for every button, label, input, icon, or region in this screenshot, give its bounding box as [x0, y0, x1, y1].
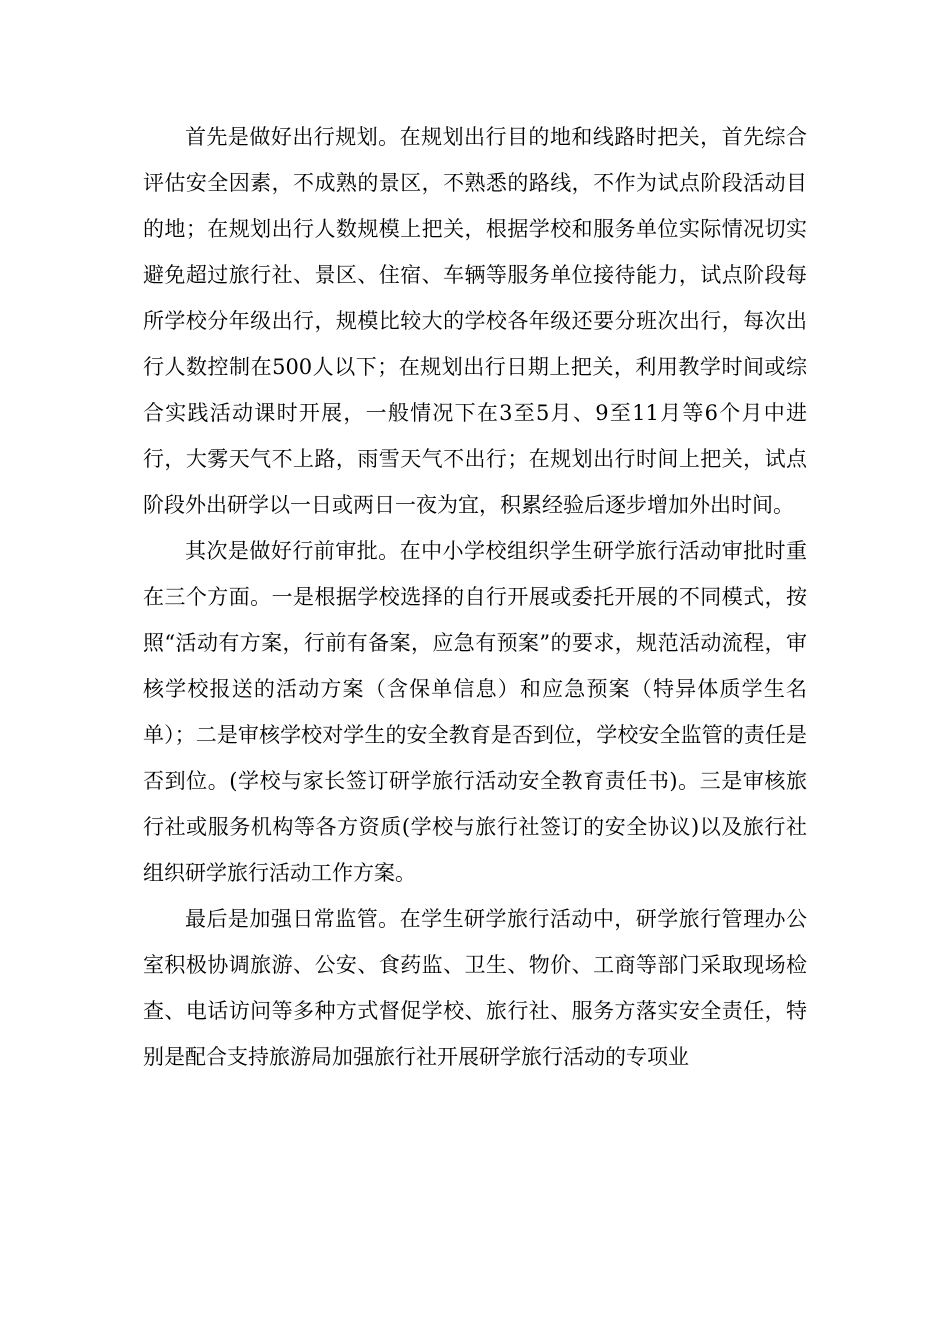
paragraph-daily-supervision: 最后是加强日常监管。在学生研学旅行活动中，研学旅行管理办公室积极协调旅游、公安、食药监、卫生、物价、工商等部门采取现场检查、电话访问等多种方式督促学校、旅行社、服务方落实安全责任，特别是配合支持旅游局加强旅行社开展研学旅行活动的专项业 — [143, 907, 807, 1069]
paragraph-travel-planning: 首先是做好出行规划。在规划出行目的地和线路时把关，首先综合评估安全因素，不成熟的景区，不熟悉的路线，不作为试点阶段活动目的地；在规划出行人数规模上把关，根据学校和服务单位实际情况切实避免超过旅行社、景区、住宿、车辆等服务单位接待能力，试点阶段每所学校分年级出行，规模比较大的学校各年级还要分班次出行，每次出行人数控制在500人以下；在规划出行日期上把关，利用教学时间或综合实践活动课时开展，一般情况下在3至5月、9至11月等6个月中进行，大雾天气不上路，雨雪天气不出行；在规划出行时间上把关，试点阶段外出研学以一日或两日一夜为宜，积累经验后逐步增加外出时间。 — [143, 125, 807, 517]
document-body — [143, 114, 807, 1080]
paragraph-pre-trip-approval: 其次是做好行前审批。在中小学校组织学生研学旅行活动审批时重在三个方面。一是根据学校选择的自行开展或委托开展的不同模式，按照“活动有方案，行前有备案，应急有预案”的要求，规范活动流程，审核学校报送的活动方案（含保单信息）和应急预案（特异体质学生名单）；二是审核学校对学生的安全教育是否到位，学校安全监管的责任是否到位。(学校与家长签订研学旅行活动安全教育责任书)。三是审核旅行社或服务机构等各方资质(学校与旅行社签订的安全协议)以及旅行社组织研学旅行活动工作方案。 — [143, 539, 807, 885]
